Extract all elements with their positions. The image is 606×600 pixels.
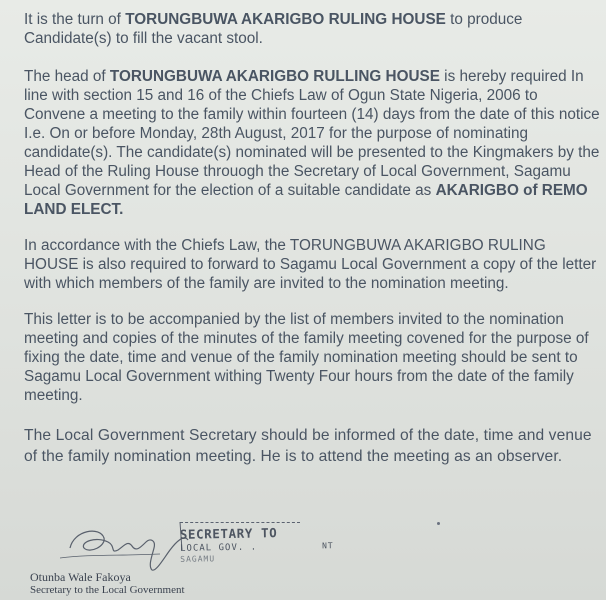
text: to produce Candidate(s) to fill the vacant stool. xyxy=(24,11,523,47)
ruling-house-name: TORUNGBUWA AKARIGBO RULING HOUSE xyxy=(125,11,446,28)
text: It is the turn of xyxy=(24,11,126,28)
paragraph-secretary-informed: The Local Government Secretary should be informed of the date, time and venue of the family nomination meeting. He is to attend the meeting as an observer. xyxy=(24,427,592,465)
signature-block xyxy=(30,510,430,600)
text: is hereby required In line with section 15 and 16 of the Chiefs Law of Ogun State Nigeria, 2006 to Convene a meeting to the family within fourteen (14) days from the date of this notice I.e. On or before Monday, 28th August, 2017 for the purpose of nominating candidate(s). The candidate(s) nominated will be presented to the Kingmakers by the Head of the Ruling House throuogh the Secretary of Local Government, Sagamu Local Government for the election of a suitable candidate as xyxy=(24,68,600,199)
speck xyxy=(437,522,440,525)
ruling-house-name: TORUNGBUWA AKARIGBO RULLING HOUSE xyxy=(109,68,440,85)
stamp-line-2: LOCAL GOV. . xyxy=(179,542,258,554)
signatory-title: Secretary to the Local Government xyxy=(30,584,185,596)
stamp-line-1: SECRETARY TO xyxy=(179,525,278,542)
paragraph-chiefs-law: In accordance with the Chiefs Law, the TORUNGBUWA AKARIGBO RULING HOUSE is also required to forward to Sagamu Local Government a copy of the letter with which members of the family are invited to the nomination meeting. xyxy=(24,237,597,292)
paragraph-turn-notice xyxy=(24,10,600,48)
official-stamp xyxy=(179,525,334,564)
paragraph-requirement xyxy=(24,67,600,219)
stamp-line-3: SAGAMU xyxy=(180,554,216,564)
stamp-suffix: NT xyxy=(321,541,334,551)
text: The head of xyxy=(24,68,110,85)
signatory-name: Otunba Wale Fakoya xyxy=(30,570,131,584)
stamp-rule xyxy=(180,522,300,523)
title-elect: AKARIGBO of REMO LAND ELECT. xyxy=(24,182,588,218)
paragraph-accompanying-list: This letter is to be accompanied by the list of members invited to the nomination meeting and copies of the minutes of the family meeting covened for the purpose of fixing the date, time and venue of the family nomination meeting should be sent to Sagamu Local Government withing Twenty Four hours from the date of the family meeting. xyxy=(24,311,589,404)
